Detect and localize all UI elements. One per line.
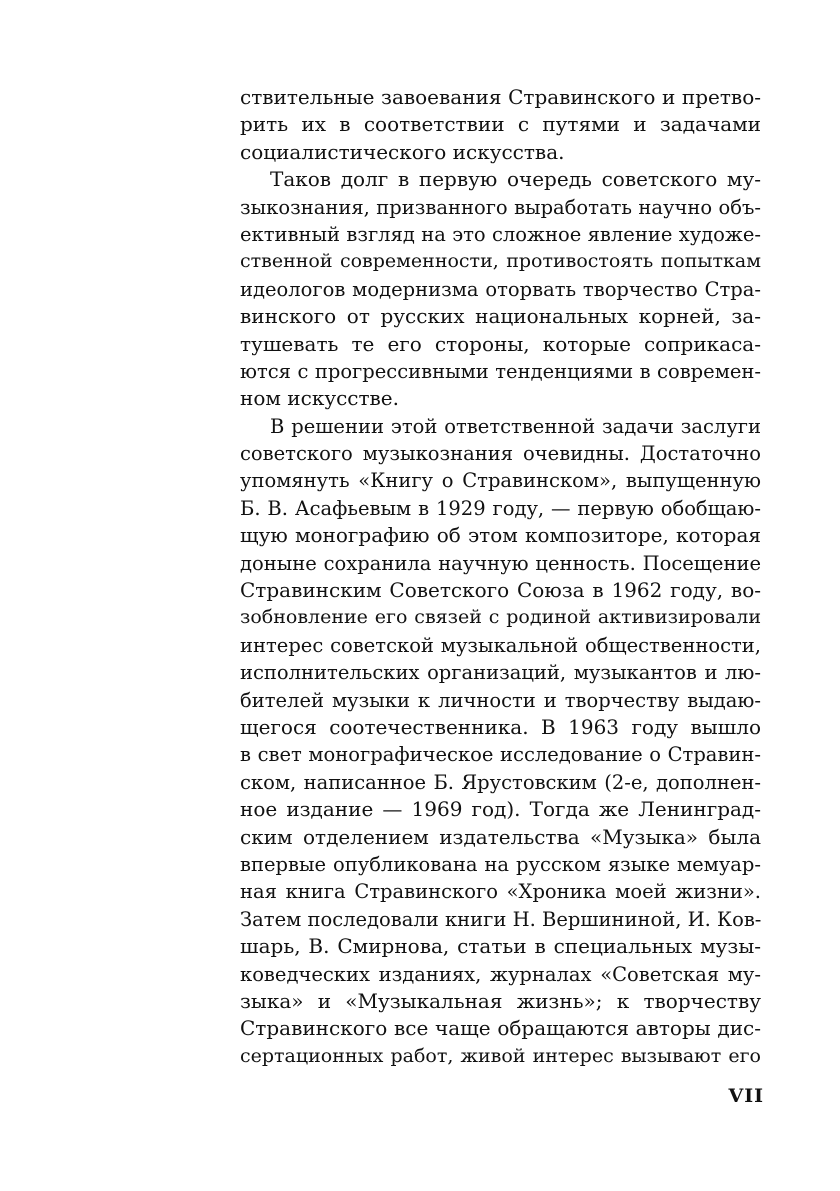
text-line: Стравинского все чаще обращаются авторы дис-: [240, 1016, 761, 1041]
text-line: интерес советской музыкальной общественности,: [240, 633, 761, 657]
text-line: ются с прогрессивными тенденциями в современ-: [240, 359, 761, 383]
text-line: ная книга Стравинского «Хроника моей жизни».: [240, 880, 761, 904]
text-line: ствительные завоевания Стравинского и претво-: [240, 85, 761, 109]
text-line: тушевать те его стороны, которые соприкаса-: [240, 331, 761, 356]
text-line: Б. В. Асафьевым в 1929 году, — первую обобщаю-: [240, 496, 761, 520]
text-line: зыкознания, призванного выработать научно объ-: [240, 195, 761, 219]
text-line: идеологов модернизма оторвать творчество Стра-: [240, 277, 761, 301]
text-line: впервые опубликована на русском языке мемуар-: [240, 852, 761, 876]
text-line: ском, написанное Б. Ярустовским (2-е, дополнен-: [240, 770, 761, 794]
text-line: щегося соотечественника. В 1963 году вышло: [240, 714, 761, 739]
text-line: социалистического искусства.: [240, 139, 565, 164]
text-line: бителей музыки к личности и творчеству выдаю-: [240, 688, 761, 712]
text-line: Стравинским Советского Союза в 1962 году, во-: [240, 578, 761, 603]
text-line: доныне сохранила научную ценность. Посещение: [240, 551, 761, 575]
text-line: ским отделением издательства «Музыка» была: [240, 824, 761, 849]
paragraph-first-line: В решении этой ответственной задачи заслуги: [270, 414, 761, 438]
text-line: щую монографию об этом композиторе, которая: [240, 523, 761, 548]
text-line: ективный взгляд на это сложное явление художе-: [240, 222, 761, 246]
text-line: упомянуть «Книгу о Стравинском», выпущенную: [240, 469, 761, 493]
text-line: Затем последовали книги Н. Вершининой, И. Ков-: [240, 907, 762, 931]
text-line: ном искусстве.: [240, 386, 400, 411]
text-line: советского музыкознания очевидны. Достаточно: [240, 442, 761, 466]
body-text: [240, 84, 761, 1070]
text-line: сертационных работ, живой интерес вызывают его: [240, 1044, 761, 1067]
text-line: зобновление его связей с родиной активизировали: [240, 606, 761, 629]
text-line: рить их в соответствии с путями и задачами: [240, 112, 761, 137]
text-line: коведческих изданиях, журналах «Советская му-: [240, 962, 761, 986]
text-line: зыка» и «Музыкальная жизнь»; к творчеству: [240, 988, 761, 1013]
text-line: исполнительских организаций, музыкантов и лю-: [240, 661, 761, 685]
text-line: винского от русских национальных корней, за-: [240, 304, 761, 329]
text-line: ное издание — 1969 год). Тогда же Ленинград-: [240, 797, 761, 822]
text-line: шарь, В. Смирнова, статьи в специальных музы-: [240, 934, 761, 959]
page-number: VII: [728, 1085, 764, 1107]
text-line: ственной современности, противостоять попыткам: [240, 250, 761, 273]
text-line: в свет монографическое исследование о Стравин-: [240, 743, 761, 767]
paragraph-first-line: Таков долг в первую очередь советского му-: [270, 167, 761, 192]
